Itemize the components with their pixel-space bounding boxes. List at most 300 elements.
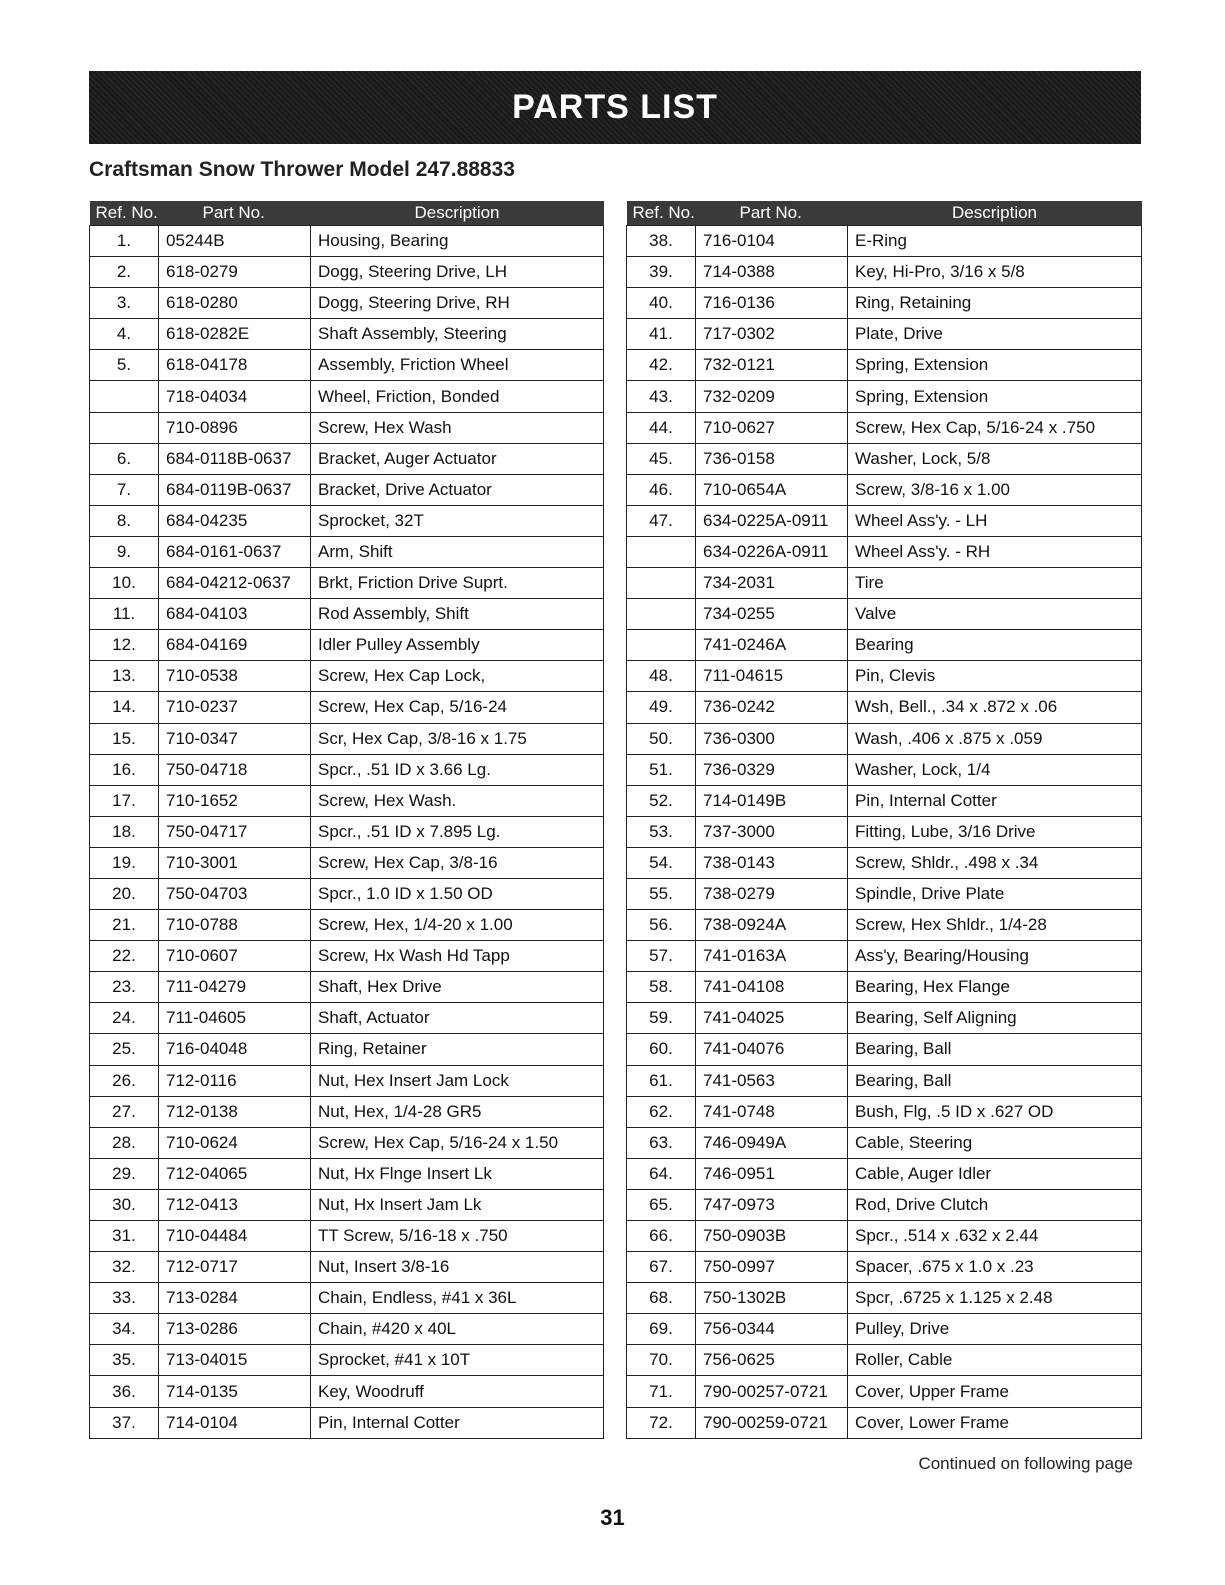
description-cell: Nut, Hx Flnge Insert Lk bbox=[311, 1158, 604, 1189]
header-description: Description bbox=[848, 201, 1142, 226]
ref-no-cell: 32. bbox=[90, 1252, 159, 1283]
part-no-cell: 710-0347 bbox=[159, 723, 311, 754]
table-row bbox=[90, 1158, 604, 1189]
ref-no-cell: 62. bbox=[627, 1096, 696, 1127]
description-cell: Shaft, Hex Drive bbox=[311, 972, 604, 1003]
part-no-cell: 714-0388 bbox=[696, 257, 848, 288]
part-no-cell: 684-0119B-0637 bbox=[159, 474, 311, 505]
description-cell: Cover, Upper Frame bbox=[848, 1376, 1142, 1407]
table-row bbox=[627, 723, 1142, 754]
part-no-cell: 618-04178 bbox=[159, 350, 311, 381]
part-no-cell: 741-0748 bbox=[696, 1096, 848, 1127]
part-no-cell: 684-04103 bbox=[159, 599, 311, 630]
description-cell: Chain, #420 x 40L bbox=[311, 1314, 604, 1345]
ref-no-cell: 25. bbox=[90, 1034, 159, 1065]
part-no-cell: 732-0121 bbox=[696, 350, 848, 381]
ref-no-cell: 64. bbox=[627, 1158, 696, 1189]
ref-no-cell: 4. bbox=[90, 319, 159, 350]
description-cell: Rod Assembly, Shift bbox=[311, 599, 604, 630]
ref-no-cell: 51. bbox=[627, 754, 696, 785]
table-row bbox=[90, 599, 604, 630]
ref-no-cell bbox=[90, 412, 159, 443]
description-cell: Housing, Bearing bbox=[311, 226, 604, 257]
table-row bbox=[90, 443, 604, 474]
part-no-cell: 713-04015 bbox=[159, 1345, 311, 1376]
description-cell: Plate, Drive bbox=[848, 319, 1142, 350]
ref-no-cell: 47. bbox=[627, 505, 696, 536]
part-no-cell: 710-0788 bbox=[159, 910, 311, 941]
table-row bbox=[627, 1283, 1142, 1314]
ref-no-cell: 3. bbox=[90, 288, 159, 319]
table-row bbox=[627, 443, 1142, 474]
table-row bbox=[627, 1034, 1142, 1065]
part-no-cell: 05244B bbox=[159, 226, 311, 257]
description-cell: Bearing bbox=[848, 630, 1142, 661]
part-no-cell: 750-0903B bbox=[696, 1221, 848, 1252]
description-cell: Sprocket, 32T bbox=[311, 505, 604, 536]
table-row bbox=[627, 568, 1142, 599]
ref-no-cell: 5. bbox=[90, 350, 159, 381]
table-row bbox=[627, 536, 1142, 567]
part-no-cell: 790-00257-0721 bbox=[696, 1376, 848, 1407]
part-no-cell: 734-0255 bbox=[696, 599, 848, 630]
table-row bbox=[627, 1314, 1142, 1345]
ref-no-cell: 48. bbox=[627, 661, 696, 692]
ref-no-cell: 12. bbox=[90, 630, 159, 661]
description-cell: Screw, Shldr., .498 x .34 bbox=[848, 847, 1142, 878]
part-no-cell: 741-04076 bbox=[696, 1034, 848, 1065]
part-no-cell: 750-04717 bbox=[159, 816, 311, 847]
description-cell: Nut, Hx Insert Jam Lk bbox=[311, 1189, 604, 1220]
table-row bbox=[90, 1003, 604, 1034]
ref-no-cell bbox=[90, 381, 159, 412]
description-cell: Shaft Assembly, Steering bbox=[311, 319, 604, 350]
table-row bbox=[90, 381, 604, 412]
table-row bbox=[627, 381, 1142, 412]
description-cell: Bearing, Ball bbox=[848, 1034, 1142, 1065]
table-row bbox=[627, 412, 1142, 443]
description-cell: Screw, 3/8-16 x 1.00 bbox=[848, 474, 1142, 505]
ref-no-cell: 40. bbox=[627, 288, 696, 319]
part-no-cell: 736-0158 bbox=[696, 443, 848, 474]
table-row bbox=[627, 1096, 1142, 1127]
ref-no-cell: 10. bbox=[90, 568, 159, 599]
ref-no-cell: 49. bbox=[627, 692, 696, 723]
description-cell: Wash, .406 x .875 x .059 bbox=[848, 723, 1142, 754]
description-cell: Spacer, .675 x 1.0 x .23 bbox=[848, 1252, 1142, 1283]
description-cell: Wheel Ass'y. - LH bbox=[848, 505, 1142, 536]
ref-no-cell: 28. bbox=[90, 1127, 159, 1158]
ref-no-cell: 27. bbox=[90, 1096, 159, 1127]
part-no-cell: 710-0896 bbox=[159, 412, 311, 443]
continued-note: Continued on following page bbox=[918, 1454, 1133, 1473]
part-no-cell: 634-0226A-0911 bbox=[696, 536, 848, 567]
description-cell: Pin, Clevis bbox=[848, 661, 1142, 692]
part-no-cell: 710-04484 bbox=[159, 1221, 311, 1252]
part-no-cell: 712-0717 bbox=[159, 1252, 311, 1283]
part-no-cell: 717-0302 bbox=[696, 319, 848, 350]
part-no-cell: 750-1302B bbox=[696, 1283, 848, 1314]
description-cell: Ass'y, Bearing/Housing bbox=[848, 941, 1142, 972]
part-no-cell: 734-2031 bbox=[696, 568, 848, 599]
ref-no-cell: 46. bbox=[627, 474, 696, 505]
description-cell: Key, Woodruff bbox=[311, 1376, 604, 1407]
table-header-row bbox=[90, 201, 604, 226]
table-row bbox=[627, 1065, 1142, 1096]
description-cell: E-Ring bbox=[848, 226, 1142, 257]
ref-no-cell: 61. bbox=[627, 1065, 696, 1096]
description-cell: Washer, Lock, 1/4 bbox=[848, 754, 1142, 785]
part-no-cell: 756-0344 bbox=[696, 1314, 848, 1345]
model-subtitle: Craftsman Snow Thrower Model 247.88833 bbox=[89, 158, 515, 181]
ref-no-cell: 58. bbox=[627, 972, 696, 1003]
ref-no-cell: 33. bbox=[90, 1283, 159, 1314]
part-no-cell: 713-0286 bbox=[159, 1314, 311, 1345]
ref-no-cell: 44. bbox=[627, 412, 696, 443]
ref-no-cell: 8. bbox=[90, 505, 159, 536]
table-row bbox=[627, 1345, 1142, 1376]
ref-no-cell: 56. bbox=[627, 910, 696, 941]
ref-no-cell: 67. bbox=[627, 1252, 696, 1283]
ref-no-cell: 71. bbox=[627, 1376, 696, 1407]
table-row bbox=[627, 1221, 1142, 1252]
ref-no-cell: 37. bbox=[90, 1407, 159, 1438]
table-row bbox=[627, 785, 1142, 816]
ref-no-cell: 63. bbox=[627, 1127, 696, 1158]
ref-no-cell: 70. bbox=[627, 1345, 696, 1376]
table-row bbox=[90, 319, 604, 350]
part-no-cell: 741-04025 bbox=[696, 1003, 848, 1034]
table-row bbox=[90, 1221, 604, 1252]
part-no-cell: 738-0279 bbox=[696, 878, 848, 909]
table-row bbox=[627, 599, 1142, 630]
description-cell: Cover, Lower Frame bbox=[848, 1407, 1142, 1438]
description-cell: Key, Hi-Pro, 3/16 x 5/8 bbox=[848, 257, 1142, 288]
ref-no-cell: 36. bbox=[90, 1376, 159, 1407]
ref-no-cell: 55. bbox=[627, 878, 696, 909]
part-no-cell: 747-0973 bbox=[696, 1189, 848, 1220]
header-part-no: Part No. bbox=[159, 201, 311, 226]
ref-no-cell: 17. bbox=[90, 785, 159, 816]
ref-no-cell bbox=[627, 568, 696, 599]
description-cell: Screw, Hex Cap, 5/16-24 x .750 bbox=[848, 412, 1142, 443]
description-cell: Spring, Extension bbox=[848, 381, 1142, 412]
table-row bbox=[627, 1127, 1142, 1158]
table-header-row bbox=[627, 201, 1142, 226]
table-row bbox=[627, 288, 1142, 319]
ref-no-cell: 34. bbox=[90, 1314, 159, 1345]
description-cell: Screw, Hex Wash. bbox=[311, 785, 604, 816]
ref-no-cell: 18. bbox=[90, 816, 159, 847]
header-description: Description bbox=[311, 201, 604, 226]
parts-table-left bbox=[89, 201, 604, 1439]
table-row bbox=[90, 941, 604, 972]
description-cell: Wsh, Bell., .34 x .872 x .06 bbox=[848, 692, 1142, 723]
part-no-cell: 712-0116 bbox=[159, 1065, 311, 1096]
part-no-cell: 710-0627 bbox=[696, 412, 848, 443]
part-no-cell: 711-04615 bbox=[696, 661, 848, 692]
part-no-cell: 712-0413 bbox=[159, 1189, 311, 1220]
ref-no-cell: 50. bbox=[627, 723, 696, 754]
table-row bbox=[90, 257, 604, 288]
table-row bbox=[627, 1003, 1142, 1034]
description-cell: Spcr, .6725 x 1.125 x 2.48 bbox=[848, 1283, 1142, 1314]
ref-no-cell: 13. bbox=[90, 661, 159, 692]
description-cell: Ring, Retaining bbox=[848, 288, 1142, 319]
table-row bbox=[90, 288, 604, 319]
description-cell: Idler Pulley Assembly bbox=[311, 630, 604, 661]
part-no-cell: 790-00259-0721 bbox=[696, 1407, 848, 1438]
ref-no-cell: 68. bbox=[627, 1283, 696, 1314]
description-cell: Assembly, Friction Wheel bbox=[311, 350, 604, 381]
description-cell: Screw, Hex Shldr., 1/4-28 bbox=[848, 910, 1142, 941]
part-no-cell: 618-0279 bbox=[159, 257, 311, 288]
description-cell: TT Screw, 5/16-18 x .750 bbox=[311, 1221, 604, 1252]
ref-no-cell: 60. bbox=[627, 1034, 696, 1065]
part-no-cell: 684-04169 bbox=[159, 630, 311, 661]
description-cell: Dogg, Steering Drive, LH bbox=[311, 257, 604, 288]
description-cell: Screw, Hex Cap, 3/8-16 bbox=[311, 847, 604, 878]
table-row bbox=[627, 474, 1142, 505]
ref-no-cell: 59. bbox=[627, 1003, 696, 1034]
description-cell: Fitting, Lube, 3/16 Drive bbox=[848, 816, 1142, 847]
part-no-cell: 713-0284 bbox=[159, 1283, 311, 1314]
ref-no-cell: 66. bbox=[627, 1221, 696, 1252]
table-row bbox=[627, 1376, 1142, 1407]
table-row bbox=[627, 692, 1142, 723]
description-cell: Screw, Hex Cap, 5/16-24 bbox=[311, 692, 604, 723]
part-no-cell: 718-04034 bbox=[159, 381, 311, 412]
table-row bbox=[627, 319, 1142, 350]
ref-no-cell: 9. bbox=[90, 536, 159, 567]
table-row bbox=[90, 878, 604, 909]
description-cell: Bush, Flg, .5 ID x .627 OD bbox=[848, 1096, 1142, 1127]
part-no-cell: 736-0242 bbox=[696, 692, 848, 723]
part-no-cell: 714-0135 bbox=[159, 1376, 311, 1407]
part-no-cell: 710-0538 bbox=[159, 661, 311, 692]
part-no-cell: 711-04605 bbox=[159, 1003, 311, 1034]
part-no-cell: 738-0924A bbox=[696, 910, 848, 941]
table-row bbox=[90, 412, 604, 443]
part-no-cell: 710-0654A bbox=[696, 474, 848, 505]
table-row bbox=[627, 1252, 1142, 1283]
ref-no-cell: 26. bbox=[90, 1065, 159, 1096]
ref-no-cell: 30. bbox=[90, 1189, 159, 1220]
description-cell: Rod, Drive Clutch bbox=[848, 1189, 1142, 1220]
description-cell: Pin, Internal Cotter bbox=[848, 785, 1142, 816]
part-no-cell: 716-0136 bbox=[696, 288, 848, 319]
part-no-cell: 618-0280 bbox=[159, 288, 311, 319]
ref-no-cell: 16. bbox=[90, 754, 159, 785]
banner-title: PARTS LIST bbox=[512, 88, 718, 126]
ref-no-cell: 14. bbox=[90, 692, 159, 723]
table-row bbox=[90, 226, 604, 257]
ref-no-cell: 38. bbox=[627, 226, 696, 257]
table-row bbox=[627, 754, 1142, 785]
ref-no-cell: 21. bbox=[90, 910, 159, 941]
parts-table-right bbox=[626, 201, 1142, 1439]
description-cell: Pulley, Drive bbox=[848, 1314, 1142, 1345]
table-row bbox=[627, 972, 1142, 1003]
table-row bbox=[627, 350, 1142, 381]
table-row bbox=[90, 1252, 604, 1283]
part-no-cell: 736-0300 bbox=[696, 723, 848, 754]
part-no-cell: 737-3000 bbox=[696, 816, 848, 847]
part-no-cell: 746-0949A bbox=[696, 1127, 848, 1158]
description-cell: Wheel, Friction, Bonded bbox=[311, 381, 604, 412]
part-no-cell: 684-0118B-0637 bbox=[159, 443, 311, 474]
description-cell: Spcr., .51 ID x 3.66 Lg. bbox=[311, 754, 604, 785]
ref-no-cell: 54. bbox=[627, 847, 696, 878]
part-no-cell: 741-04108 bbox=[696, 972, 848, 1003]
description-cell: Valve bbox=[848, 599, 1142, 630]
header-ref-no: Ref. No. bbox=[90, 201, 159, 226]
ref-no-cell: 43. bbox=[627, 381, 696, 412]
part-no-cell: 710-0607 bbox=[159, 941, 311, 972]
description-cell: Screw, Hex Wash bbox=[311, 412, 604, 443]
table-row bbox=[627, 661, 1142, 692]
ref-no-cell: 24. bbox=[90, 1003, 159, 1034]
table-row bbox=[627, 941, 1142, 972]
description-cell: Dogg, Steering Drive, RH bbox=[311, 288, 604, 319]
header-ref-no: Ref. No. bbox=[627, 201, 696, 226]
page-number: 31 bbox=[600, 1505, 625, 1530]
part-no-cell: 714-0149B bbox=[696, 785, 848, 816]
description-cell: Spring, Extension bbox=[848, 350, 1142, 381]
table-row bbox=[90, 1065, 604, 1096]
part-no-cell: 732-0209 bbox=[696, 381, 848, 412]
table-row bbox=[90, 1189, 604, 1220]
ref-no-cell: 69. bbox=[627, 1314, 696, 1345]
ref-no-cell: 57. bbox=[627, 941, 696, 972]
table-row bbox=[90, 350, 604, 381]
description-cell: Screw, Hex Cap Lock, bbox=[311, 661, 604, 692]
description-cell: Nut, Insert 3/8-16 bbox=[311, 1252, 604, 1283]
table-row bbox=[90, 1345, 604, 1376]
table-row bbox=[90, 1407, 604, 1438]
part-no-cell: 684-04212-0637 bbox=[159, 568, 311, 599]
table-row bbox=[627, 910, 1142, 941]
parts-list-banner bbox=[89, 71, 1141, 144]
part-no-cell: 634-0225A-0911 bbox=[696, 505, 848, 536]
part-no-cell: 712-04065 bbox=[159, 1158, 311, 1189]
table-row bbox=[90, 692, 604, 723]
part-no-cell: 710-1652 bbox=[159, 785, 311, 816]
table-row bbox=[627, 630, 1142, 661]
table-row bbox=[90, 754, 604, 785]
ref-no-cell: 23. bbox=[90, 972, 159, 1003]
ref-no-cell: 19. bbox=[90, 847, 159, 878]
table-row bbox=[90, 785, 604, 816]
table-row bbox=[90, 1096, 604, 1127]
ref-no-cell: 72. bbox=[627, 1407, 696, 1438]
ref-no-cell: 2. bbox=[90, 257, 159, 288]
description-cell: Roller, Cable bbox=[848, 1345, 1142, 1376]
table-row bbox=[90, 474, 604, 505]
header-part-no: Part No. bbox=[696, 201, 848, 226]
description-cell: Bracket, Drive Actuator bbox=[311, 474, 604, 505]
table-row bbox=[90, 505, 604, 536]
part-no-cell: 710-0624 bbox=[159, 1127, 311, 1158]
description-cell: Bearing, Hex Flange bbox=[848, 972, 1142, 1003]
part-no-cell: 741-0163A bbox=[696, 941, 848, 972]
table-row bbox=[627, 847, 1142, 878]
table-row bbox=[627, 1189, 1142, 1220]
table-row bbox=[90, 910, 604, 941]
part-no-cell: 714-0104 bbox=[159, 1407, 311, 1438]
ref-no-cell: 15. bbox=[90, 723, 159, 754]
table-row bbox=[90, 1314, 604, 1345]
table-row bbox=[90, 1376, 604, 1407]
table-row bbox=[627, 816, 1142, 847]
description-cell: Bearing, Self Aligning bbox=[848, 1003, 1142, 1034]
table-row bbox=[90, 847, 604, 878]
table-row bbox=[90, 661, 604, 692]
part-no-cell: 716-04048 bbox=[159, 1034, 311, 1065]
ref-no-cell: 6. bbox=[90, 443, 159, 474]
description-cell: Spindle, Drive Plate bbox=[848, 878, 1142, 909]
part-no-cell: 750-04703 bbox=[159, 878, 311, 909]
part-no-cell: 750-04718 bbox=[159, 754, 311, 785]
description-cell: Arm, Shift bbox=[311, 536, 604, 567]
part-no-cell: 741-0563 bbox=[696, 1065, 848, 1096]
table-row bbox=[90, 536, 604, 567]
ref-no-cell: 7. bbox=[90, 474, 159, 505]
table-row bbox=[90, 568, 604, 599]
ref-no-cell: 11. bbox=[90, 599, 159, 630]
description-cell: Nut, Hex Insert Jam Lock bbox=[311, 1065, 604, 1096]
description-cell: Chain, Endless, #41 x 36L bbox=[311, 1283, 604, 1314]
part-no-cell: 741-0246A bbox=[696, 630, 848, 661]
part-no-cell: 710-3001 bbox=[159, 847, 311, 878]
ref-no-cell: 20. bbox=[90, 878, 159, 909]
part-no-cell: 710-0237 bbox=[159, 692, 311, 723]
ref-no-cell: 39. bbox=[627, 257, 696, 288]
description-cell: Screw, Hx Wash Hd Tapp bbox=[311, 941, 604, 972]
ref-no-cell bbox=[627, 536, 696, 567]
description-cell: Screw, Hex, 1/4-20 x 1.00 bbox=[311, 910, 604, 941]
ref-no-cell: 52. bbox=[627, 785, 696, 816]
description-cell: Brkt, Friction Drive Suprt. bbox=[311, 568, 604, 599]
ref-no-cell: 53. bbox=[627, 816, 696, 847]
part-no-cell: 684-0161-0637 bbox=[159, 536, 311, 567]
ref-no-cell: 1. bbox=[90, 226, 159, 257]
description-cell: Bearing, Ball bbox=[848, 1065, 1142, 1096]
ref-no-cell: 31. bbox=[90, 1221, 159, 1252]
description-cell: Scr, Hex Cap, 3/8-16 x 1.75 bbox=[311, 723, 604, 754]
description-cell: Tire bbox=[848, 568, 1142, 599]
table-row bbox=[627, 505, 1142, 536]
table-row bbox=[627, 1407, 1142, 1438]
description-cell: Washer, Lock, 5/8 bbox=[848, 443, 1142, 474]
description-cell: Bracket, Auger Actuator bbox=[311, 443, 604, 474]
ref-no-cell bbox=[627, 599, 696, 630]
description-cell: Spcr., 1.0 ID x 1.50 OD bbox=[311, 878, 604, 909]
description-cell: Shaft, Actuator bbox=[311, 1003, 604, 1034]
part-no-cell: 750-0997 bbox=[696, 1252, 848, 1283]
description-cell: Cable, Auger Idler bbox=[848, 1158, 1142, 1189]
table-row bbox=[627, 878, 1142, 909]
table-row bbox=[90, 972, 604, 1003]
table-row bbox=[90, 1034, 604, 1065]
ref-no-cell: 22. bbox=[90, 941, 159, 972]
description-cell: Nut, Hex, 1/4-28 GR5 bbox=[311, 1096, 604, 1127]
table-row bbox=[90, 1127, 604, 1158]
description-cell: Cable, Steering bbox=[848, 1127, 1142, 1158]
description-cell: Sprocket, #41 x 10T bbox=[311, 1345, 604, 1376]
description-cell: Wheel Ass'y. - RH bbox=[848, 536, 1142, 567]
part-no-cell: 738-0143 bbox=[696, 847, 848, 878]
